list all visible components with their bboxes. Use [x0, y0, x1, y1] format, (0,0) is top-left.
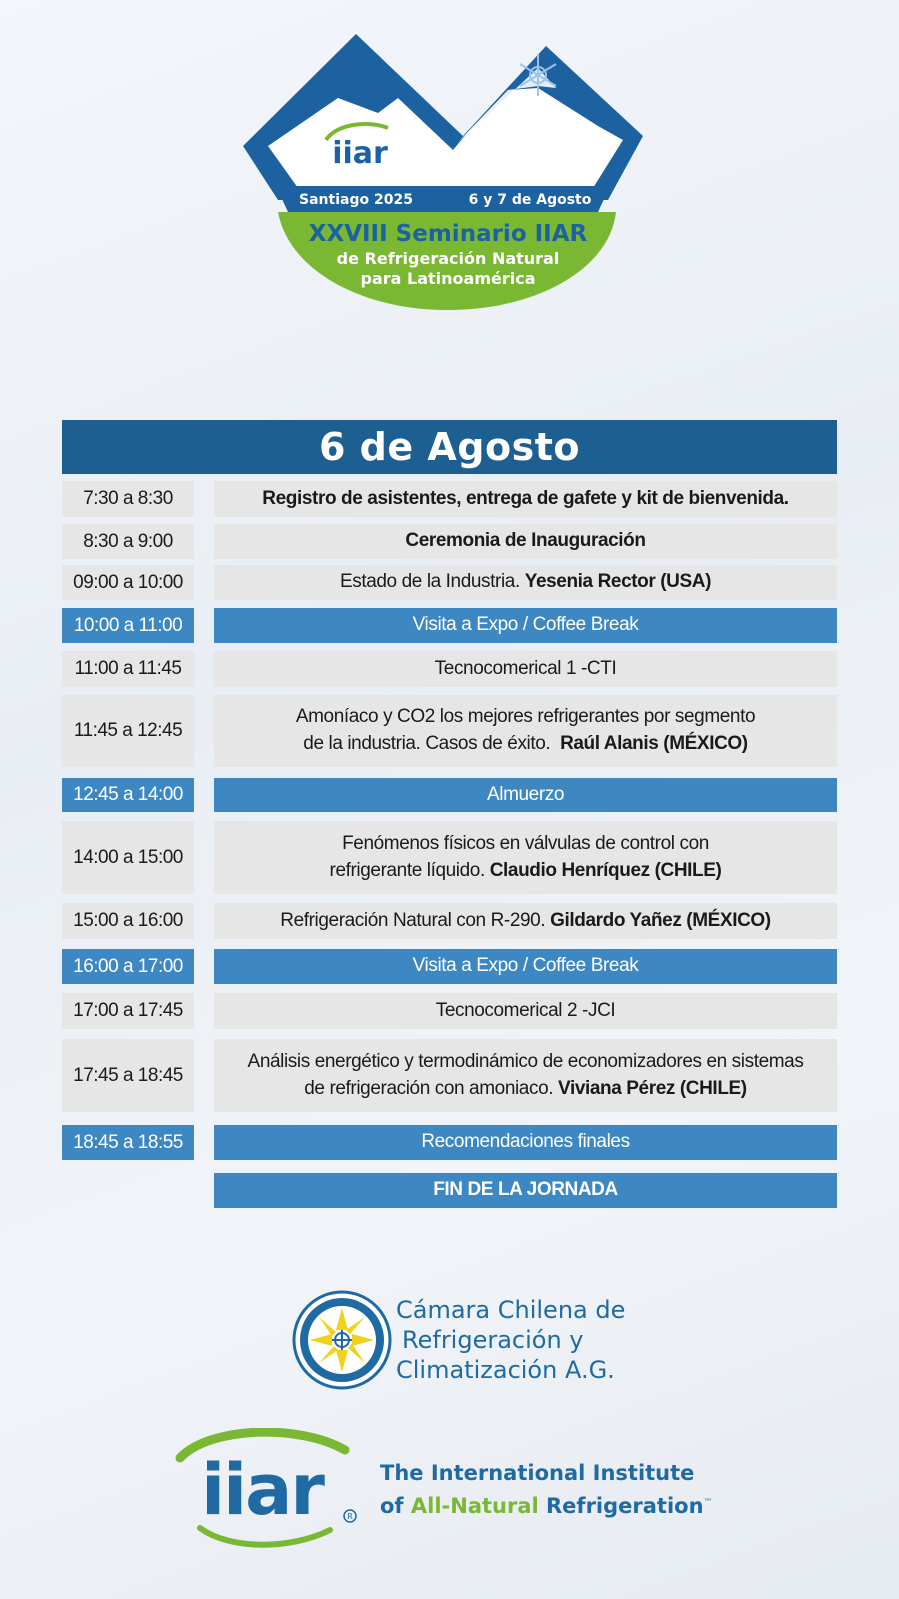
seminar-subtitle-1: de Refrigeración Natural	[336, 249, 560, 268]
schedule-row-break	[62, 1125, 837, 1160]
speaker-name: Gildardo Yañez (MÉXICO)	[550, 909, 771, 931]
schedule-row	[62, 695, 837, 767]
row-desc: Visita a Expo / Coffee Break	[214, 949, 837, 984]
row-desc: Análisis energético y termodinámico de economizadores en sistemas de refrigeración con amoniaco. Viviana Pérez (CHILE)	[214, 1039, 837, 1112]
row-desc: Amoníaco y CO2 los mejores refrigerantes por segmento de la industria. Casos de éxito. Raúl Alanis (MÉXICO)	[214, 695, 837, 767]
row-time: 17:45 a 18:45	[62, 1039, 194, 1112]
row-desc: Almuerzo	[214, 778, 837, 812]
schedule-row-end	[62, 1173, 837, 1208]
svg-text:iiar: iiar	[332, 136, 388, 171]
row-desc: Ceremonia de Inauguración	[214, 524, 837, 559]
schedule-row	[62, 481, 837, 517]
day-banner	[62, 420, 837, 474]
row-time: 11:00 a 11:45	[62, 651, 194, 687]
schedule-row	[62, 651, 837, 687]
row-desc: Recomendaciones finales	[214, 1125, 837, 1160]
svg-text:R: R	[347, 1512, 353, 1521]
row-time: 12:45 a 14:00	[62, 778, 194, 812]
row-time: 15:00 a 16:00	[62, 903, 194, 939]
schedule-row	[62, 993, 837, 1029]
row-time: 17:00 a 17:45	[62, 993, 194, 1029]
row-time: 11:45 a 12:45	[62, 695, 194, 767]
speaker-name: Claudio Henríquez (CHILE)	[489, 859, 722, 881]
schedule-row	[62, 903, 837, 939]
schedule-row	[62, 524, 837, 559]
row-time: 14:00 a 15:00	[62, 821, 194, 894]
speaker-name: Raúl Alanis (MÉXICO)	[560, 733, 748, 754]
row-time: 09:00 a 10:00	[62, 565, 194, 600]
schedule-row-break	[62, 608, 837, 643]
row-time: 8:30 a 9:00	[62, 524, 194, 559]
schedule-row	[62, 821, 837, 894]
row-time: 10:00 a 11:00	[62, 608, 194, 643]
city-year: Santiago 2025	[299, 192, 413, 208]
row-desc: Visita a Expo / Coffee Break	[214, 608, 837, 643]
seminar-logo	[238, 28, 658, 328]
ccr-emblem-icon	[292, 1290, 392, 1390]
speaker-name: Viviana Pérez (CHILE)	[558, 1077, 747, 1099]
row-desc: Tecnocomerical 2 -JCI	[214, 993, 837, 1029]
iiar-logo	[170, 1428, 370, 1548]
iiar-tagline: The International Institute of All-Natural Refrigeration™	[380, 1461, 713, 1518]
row-desc: Refrigeración Natural con R-290. Gildardo Yañez (MÉXICO)	[214, 903, 837, 939]
row-time: 16:00 a 17:00	[62, 949, 194, 984]
row-desc: Tecnocomerical 1 -CTI	[214, 651, 837, 687]
schedule-row	[62, 565, 837, 600]
seminar-title: XXVIII Seminario IIAR	[308, 221, 588, 247]
day-title: 6 de Agosto	[319, 425, 580, 469]
row-desc: Fenómenos físicos en válvulas de control con refrigerante líquido. Claudio Henríquez (CHILE)	[214, 821, 837, 894]
schedule-row-break	[62, 949, 837, 984]
svg-text:iiar: iiar	[201, 1449, 323, 1531]
schedule-row-break	[62, 778, 837, 812]
row-time: 7:30 a 8:30	[62, 481, 194, 517]
row-desc: Registro de asistentes, entrega de gafete y kit de bienvenida.	[214, 481, 837, 517]
schedule-row	[62, 1039, 837, 1112]
speaker-name: Yesenia Rector (USA)	[524, 571, 712, 593]
event-dates: 6 y 7 de Agosto	[468, 192, 592, 208]
ccr-name: Cámara Chilena de Refrigeración y Climatización A.G.	[396, 1296, 626, 1384]
row-desc: Estado de la Industria. Yesenia Rector (USA)	[214, 565, 837, 600]
seminar-subtitle-2: para Latinoamérica	[360, 269, 536, 288]
row-time: 18:45 a 18:55	[62, 1125, 194, 1160]
row-desc: FIN DE LA JORNADA	[214, 1173, 837, 1208]
